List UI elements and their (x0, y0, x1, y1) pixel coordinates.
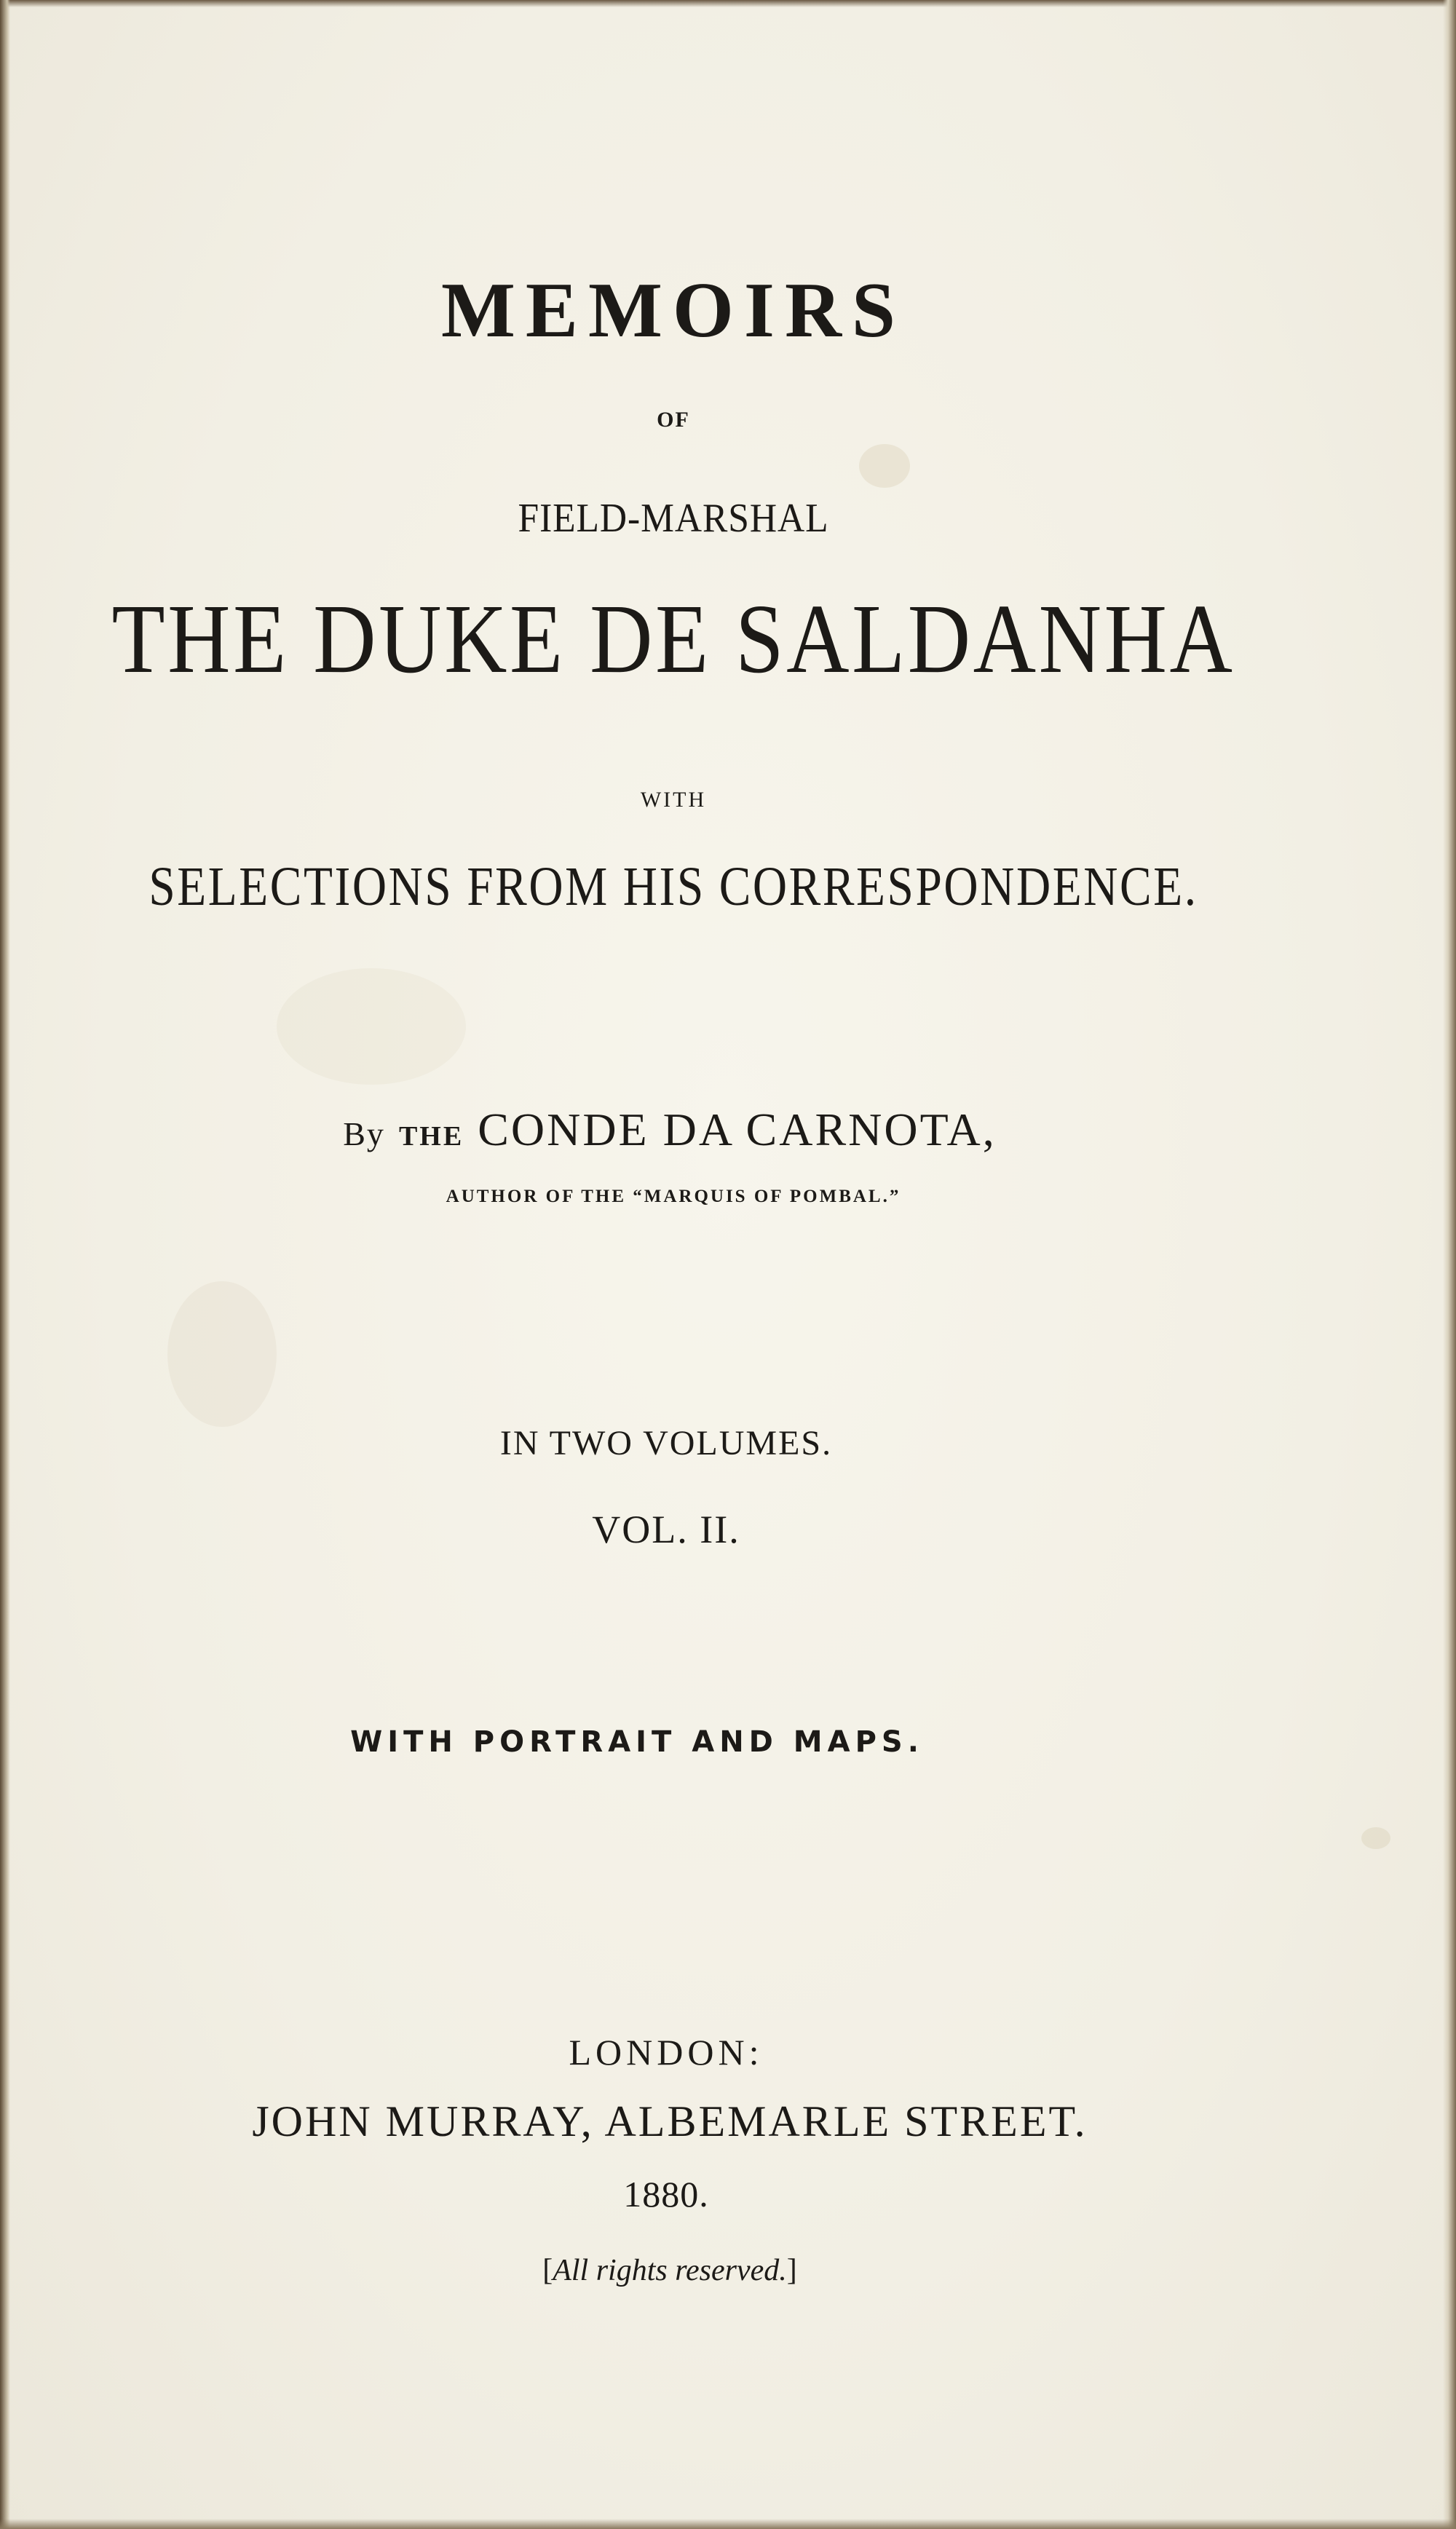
subject-rank: FIELD-MARSHAL (518, 496, 829, 541)
byline-the: THE (398, 1121, 464, 1152)
rights-notice (0, 2253, 1398, 2288)
title-with: WITH (640, 788, 707, 812)
author-byline (0, 1103, 1398, 1157)
paper-stain (859, 444, 910, 488)
title-of: OF (657, 408, 690, 432)
subject-name: THE DUKE DE SALDANHA (111, 585, 1235, 694)
illustrations-note: WITH PORTRAIT AND MAPS. (350, 1725, 924, 1759)
rights-bracket-close: ] (786, 2254, 797, 2287)
volume-number: VOL. II. (592, 1508, 740, 1551)
page-edge-top (0, 0, 1456, 7)
author-note: AUTHOR OF THE “MARQUIS OF POMBAL.” (446, 1187, 901, 1206)
book-title: MEMOIRS (441, 267, 906, 354)
imprint-publisher: JOHN MURRAY, ALBEMARLE STREET. (252, 2097, 1088, 2145)
paper-stain (167, 1281, 277, 1427)
paper-stain (277, 968, 466, 1085)
book-subtitle: SELECTIONS FROM HIS CORRESPONDENCE. (149, 856, 1198, 917)
imprint-city: LONDON: (569, 2032, 764, 2073)
rights-text: All rights reserved. (553, 2254, 787, 2287)
author-name: CONDE DA CARNOTA, (478, 1104, 997, 1155)
imprint-year: 1880. (623, 2174, 709, 2215)
page-edge-right (1443, 0, 1456, 2529)
page-edge-bottom (0, 2519, 1456, 2529)
byline-by: By (343, 1115, 385, 1152)
paper-stain (1361, 1827, 1390, 1849)
volume-count: IN TWO VOLUMES. (499, 1424, 833, 1463)
page-edge-left (0, 0, 10, 2529)
rights-bracket-open: [ (542, 2254, 553, 2287)
